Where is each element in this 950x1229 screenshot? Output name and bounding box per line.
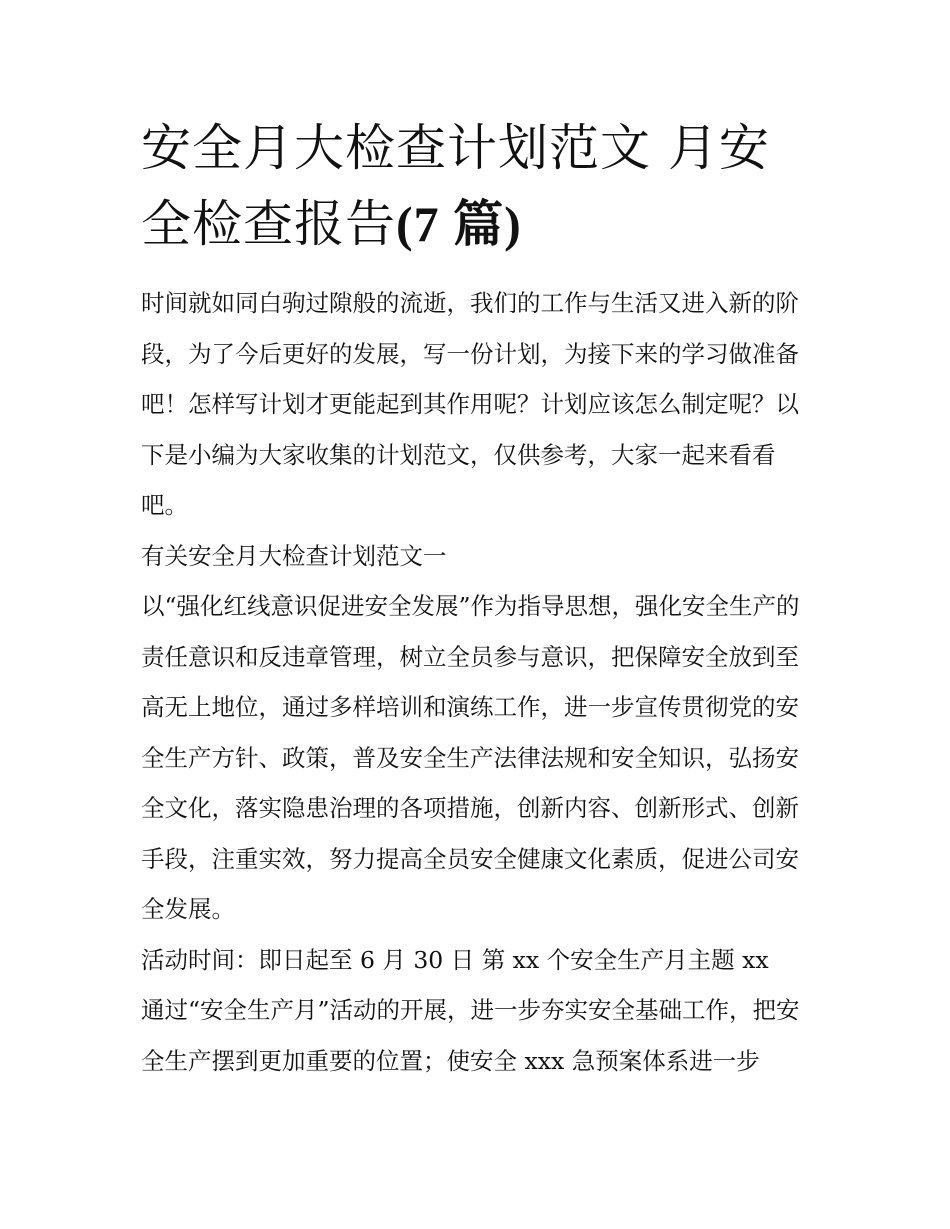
document-title-text: 安全月大检查计划范文 月安全检查报告 — [141, 119, 770, 253]
document-title-count: (7 篇) — [396, 196, 522, 252]
document-body — [141, 278, 816, 1086]
activity-goal-paragraph: 通过“安全生产月”活动的开展，进一步夯实安全基础工作，把安全生产摆到更加重要的位置；使安全 xxx 急预案体系进一步 — [141, 996, 800, 1075]
document-title — [141, 110, 816, 262]
section-heading: 有关安全月大检查计划范文一 — [141, 541, 447, 570]
intro-paragraph: 时间就如同白驹过隙般的流逝，我们的工作与生活又进入新的阶段，为了今后更好的发展，写一份计划，为接下来的学习做准备吧！怎样写计划才更能起到其作用呢？计划应该怎么制定呢？以下是小编为大家收集的计划范文，仅供参考，大家一起来看看吧。 — [141, 289, 799, 519]
document-page — [141, 110, 816, 1086]
guiding-ideology-paragraph: 以“强化红线意识促进安全发展”作为指导思想，强化安全生产的责任意识和反违章管理，树立全员参与意识，把保障安全放到至高无上地位，通过多样培训和演练工作，进一步宣传贯彻党的安全生产方针、政策，普及安全生产法律法规和安全知识，弘扬安全文化，落实隐患治理的各项措施，创新内容、创新形式、创新手段，注重实效，努力提高全员安全健康文化素质，促进公司安全发展。 — [141, 592, 800, 923]
activity-time-paragraph: 活动时间：即日起至 6 月 30 日 第 xx 个安全生产月主题 xx — [141, 945, 769, 974]
